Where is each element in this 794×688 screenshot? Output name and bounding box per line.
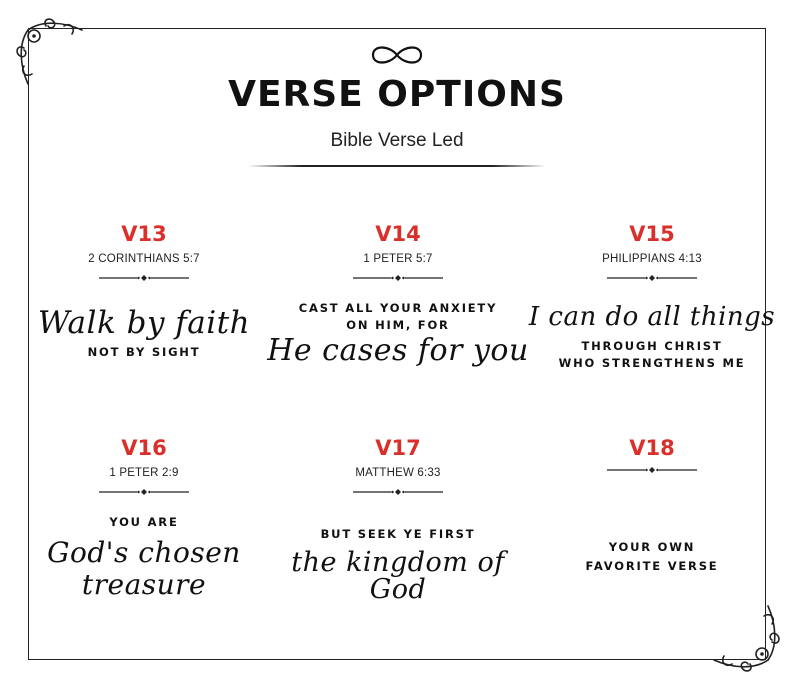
verse-reference: MATTHEW 6:33 [355,467,441,479]
ornament-divider-icon [607,274,697,282]
verse-code: V16 [121,436,167,460]
verse-reference: 1 PETER 5:7 [363,253,433,265]
infinity-ornament-icon [367,44,427,66]
ornament-divider-icon [607,466,697,474]
page-title: VERSE OPTIONS [228,74,566,115]
verse-code: V13 [121,222,167,246]
verse-card-v13[interactable] [12,222,276,382]
verse-script: I can do all things [528,302,776,332]
verse-script: the kingdom of God [291,547,505,605]
verse-reference: PHILIPPIANS 4:13 [602,253,702,265]
verse-reference: 1 PETER 2:9 [109,467,179,479]
verse-code: V15 [629,222,675,246]
verse-card-v18[interactable] [520,436,784,606]
verse-caps-bottom: NOT BY SIGHT [87,345,201,359]
verse-script: God's chosen treasure [47,536,241,601]
page-subtitle: Bible Verse Led [330,130,464,151]
verse-card-v14[interactable] [266,222,530,382]
corner-flourish-icon [702,594,784,676]
verse-code: V14 [375,222,421,246]
ornament-divider-icon [353,274,443,282]
ornament-divider-icon [99,488,189,496]
verse-code: V18 [629,436,675,460]
verse-caps-top: YOU ARE [109,515,179,529]
verse-caps-top: BUT SEEK YE FIRST [320,527,476,541]
verse-reference: 2 CORINTHIANS 5:7 [88,253,200,265]
verse-card-v17[interactable] [266,436,530,606]
verse-script: Walk by faith [37,305,251,341]
verse-caps-top: YOUR OWN FAVORITE VERSE [585,540,719,573]
verse-caps-top: CAST ALL YOUR ANXIETY ON HIM, FOR [298,301,498,332]
ornament-divider-icon [99,274,189,282]
ornament-divider-icon [353,488,443,496]
verse-caps-bottom: THROUGH CHRIST WHO STRENGTHENS ME [558,339,746,370]
verse-code: V17 [375,436,421,460]
title-divider [248,165,546,167]
verse-script: He cases for you [267,333,529,368]
verse-card-v15[interactable] [520,222,784,382]
verse-card-v16[interactable] [12,436,276,606]
